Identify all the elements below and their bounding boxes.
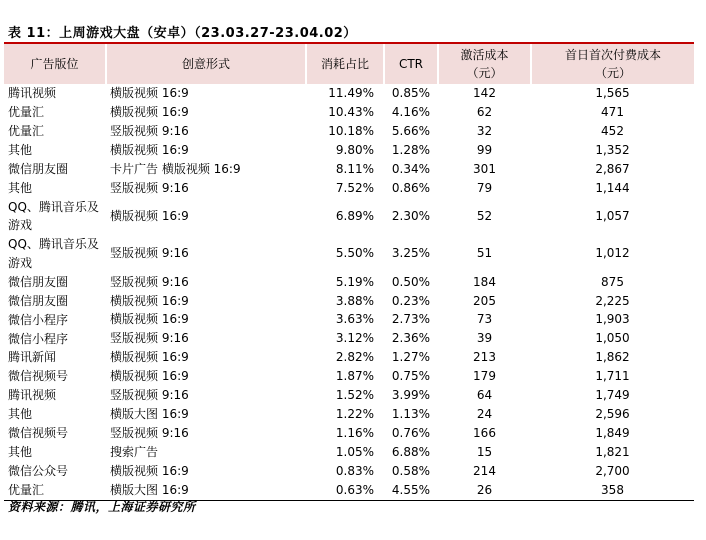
cell-ad-position: 微信朋友圈 (8, 161, 69, 176)
cell-first-pay-cost: 1,903 (595, 312, 630, 327)
cell-creative-form: 横版视频 16:9 (110, 293, 189, 308)
header-ctr: CTR (384, 44, 438, 84)
cell-cost-share: 5.19% (335, 274, 374, 289)
cell-creative-form: 横版大图 16:9 (110, 406, 189, 421)
table-row (4, 310, 694, 329)
cell-first-pay-cost: 2,596 (595, 406, 630, 421)
cell-ctr: 4.16% (391, 104, 430, 119)
table-row (4, 179, 694, 198)
cell-creative-form: 横版视频 16:9 (110, 350, 189, 365)
cell-activation-cost: 301 (473, 161, 496, 176)
cell-cost-share: 3.63% (335, 312, 374, 327)
cell-ad-position: 优量汇 (8, 105, 45, 120)
cell-activation-cost: 62 (476, 104, 493, 119)
table-row (4, 103, 694, 122)
cell-ctr: 1.27% (391, 350, 430, 365)
cell-creative-form: 卡片广告 横版视频 16:9 (110, 161, 241, 176)
cell-activation-cost: 214 (473, 463, 496, 478)
cell-cost-share: 1.22% (335, 406, 374, 421)
cell-cost-share: 3.12% (335, 331, 374, 346)
cell-ctr: 0.85% (391, 86, 430, 100)
header-activation-cost-line2: （元） (466, 66, 503, 80)
game-market-table (4, 44, 694, 501)
table-row (4, 462, 694, 481)
cell-first-pay-cost: 471 (601, 104, 624, 119)
cell-creative-form: 横版视频 16:9 (110, 86, 189, 100)
cell-first-pay-cost: 1,352 (595, 142, 630, 157)
table-row (4, 443, 694, 462)
cell-creative-form: 横版视频 16:9 (110, 463, 189, 478)
table-row (4, 424, 694, 443)
table-row (4, 273, 694, 292)
cell-ctr: 0.86% (391, 180, 430, 195)
cell-cost-share: 8.11% (335, 161, 374, 176)
cell-ad-position: QQ、腾讯音乐及游戏 (8, 237, 99, 270)
table-row (4, 367, 694, 386)
cell-first-pay-cost: 1,565 (595, 86, 630, 100)
cell-cost-share: 2.82% (335, 350, 374, 365)
cell-activation-cost: 205 (473, 293, 496, 308)
cell-creative-form: 竖版视频 9:16 (110, 388, 189, 403)
cell-ad-position: 微信小程序 (8, 312, 69, 327)
cell-activation-cost: 51 (476, 246, 493, 261)
table-row (4, 292, 694, 311)
cell-ad-position: 其他 (8, 142, 33, 157)
cell-activation-cost: 32 (476, 123, 493, 138)
cell-creative-form: 竖版视频 9:16 (110, 425, 189, 440)
cell-ad-position: 微信视频号 (8, 369, 69, 384)
source-note: 资料来源：腾讯，上海证券研究所 (8, 500, 196, 514)
cell-activation-cost: 39 (476, 331, 493, 346)
cell-activation-cost: 15 (476, 444, 493, 459)
cell-creative-form: 横版视频 16:9 (110, 208, 189, 223)
cell-cost-share: 9.80% (335, 142, 374, 157)
cell-creative-form: 竖版视频 9:16 (110, 331, 189, 346)
cell-cost-share: 7.52% (335, 180, 374, 195)
cell-first-pay-cost: 1,012 (595, 246, 630, 261)
header-activation-cost (438, 44, 531, 84)
cell-cost-share: 1.52% (335, 388, 374, 403)
cell-ctr: 1.13% (391, 406, 430, 421)
cell-creative-form: 横版视频 16:9 (110, 142, 189, 157)
cell-ad-position: 微信视频号 (8, 426, 69, 441)
header-creative-form: 创意形式 (106, 44, 306, 84)
cell-cost-share: 10.18% (328, 123, 374, 138)
cell-creative-form: 横版视频 16:9 (110, 369, 189, 384)
cell-activation-cost: 184 (473, 274, 496, 289)
cell-ad-position: 腾讯新闻 (8, 350, 57, 365)
cell-first-pay-cost: 1,050 (595, 331, 630, 346)
table-row (4, 348, 694, 367)
cell-ad-position: 腾讯视频 (8, 388, 57, 403)
cell-ctr: 5.66% (391, 123, 430, 138)
cell-ad-position: 其他 (8, 444, 33, 459)
header-first-pay-cost (531, 44, 694, 84)
cell-activation-cost: 26 (438, 481, 531, 500)
cell-ad-position: 其他 (8, 180, 33, 195)
cell-ctr: 2.30% (391, 208, 430, 223)
cell-activation-cost: 166 (473, 425, 496, 440)
cell-ctr: 0.34% (391, 161, 430, 176)
cell-cost-share: 10.43% (328, 104, 374, 119)
cell-cost-share: 0.83% (335, 463, 374, 478)
cell-activation-cost: 73 (476, 312, 493, 327)
cell-cost-share: 3.88% (335, 293, 374, 308)
cell-ctr: 3.99% (391, 388, 430, 403)
cell-ctr: 6.88% (391, 444, 430, 459)
cell-ad-position: QQ、腾讯音乐及游戏 (8, 199, 99, 233)
header-first-pay-cost-line1: 首日首次付费成本 (564, 48, 661, 62)
cell-cost-share: 11.49% (328, 86, 374, 100)
cell-ctr: 4.55% (384, 481, 438, 500)
cell-creative-form: 横版视频 16:9 (110, 312, 189, 327)
header-ad-position: 广告版位 (4, 44, 106, 84)
cell-ad-position: 其他 (8, 407, 33, 422)
cell-ctr: 0.50% (391, 274, 430, 289)
cell-activation-cost: 179 (473, 369, 496, 384)
cell-first-pay-cost: 1,711 (595, 369, 630, 384)
cell-ctr: 3.25% (391, 246, 430, 261)
table-row (4, 84, 694, 103)
cell-ad-position: 微信朋友圈 (8, 274, 69, 289)
cell-ad-position: 腾讯视频 (8, 86, 57, 101)
cell-cost-share: 1.05% (335, 444, 374, 459)
cell-activation-cost: 142 (473, 86, 496, 100)
cell-creative-form: 搜索广告 (110, 444, 159, 459)
cell-creative-form: 竖版视频 9:16 (110, 274, 189, 289)
table-row (4, 160, 694, 179)
cell-activation-cost: 64 (476, 388, 493, 403)
cell-first-pay-cost: 875 (601, 274, 624, 289)
header-cost-share: 消耗占比 (306, 44, 384, 84)
cell-first-pay-cost: 1,144 (595, 180, 630, 195)
table-row (4, 405, 694, 424)
header-row (4, 44, 694, 84)
cell-cost-share: 0.63% (306, 481, 384, 500)
cell-creative-form: 横版视频 16:9 (110, 104, 189, 119)
cell-ctr: 2.36% (391, 331, 430, 346)
header-activation-cost-line1: 激活成本 (460, 48, 509, 62)
table-row (4, 235, 694, 273)
table-row (4, 386, 694, 405)
cell-cost-share: 5.50% (335, 246, 374, 261)
cell-ctr: 0.75% (391, 369, 430, 384)
cell-ad-position: 微信小程序 (8, 331, 69, 346)
cell-ctr: 0.58% (391, 463, 430, 478)
cell-cost-share: 1.16% (335, 425, 374, 440)
cell-creative-form: 竖版视频 9:16 (110, 246, 189, 261)
cell-activation-cost: 24 (476, 406, 493, 421)
cell-first-pay-cost: 358 (531, 481, 694, 500)
cell-first-pay-cost: 452 (601, 123, 624, 138)
cell-ctr: 1.28% (391, 142, 430, 157)
cell-creative-form: 竖版视频 9:16 (110, 123, 189, 138)
cell-ad-position: 优量汇 (8, 124, 45, 139)
cell-first-pay-cost: 2,225 (595, 293, 630, 308)
cell-first-pay-cost: 1,821 (595, 444, 630, 459)
cell-ad-position: 微信朋友圈 (8, 293, 69, 308)
cell-ad-position: 优量汇 (4, 481, 106, 500)
table-row (4, 197, 694, 235)
table-row (4, 141, 694, 160)
cell-cost-share: 1.87% (335, 369, 374, 384)
cell-ctr: 0.23% (391, 293, 430, 308)
cell-first-pay-cost: 1,749 (595, 388, 630, 403)
header-first-pay-cost-line2: （元） (594, 66, 631, 80)
cell-first-pay-cost: 1,057 (595, 208, 630, 223)
cell-activation-cost: 52 (476, 208, 493, 223)
cell-first-pay-cost: 2,700 (595, 463, 630, 478)
cell-activation-cost: 79 (476, 180, 493, 195)
cell-first-pay-cost: 1,849 (595, 425, 630, 440)
cell-ctr: 0.76% (391, 425, 430, 440)
table-row (4, 122, 694, 141)
cell-creative-form: 竖版视频 9:16 (110, 180, 189, 195)
cell-ctr: 2.73% (391, 312, 430, 327)
cell-ad-position: 微信公众号 (8, 463, 69, 478)
table-row (4, 329, 694, 348)
cell-activation-cost: 99 (476, 142, 493, 157)
table-caption: 表 11：上周游戏大盘（安卓）（23.03.27-23.04.02） (8, 26, 357, 41)
cell-first-pay-cost: 1,862 (595, 350, 630, 365)
cell-first-pay-cost: 2,867 (595, 161, 630, 176)
cell-activation-cost: 213 (473, 350, 496, 365)
cell-cost-share: 6.89% (335, 208, 374, 223)
cell-creative-form: 横版大图 16:9 (106, 481, 306, 500)
